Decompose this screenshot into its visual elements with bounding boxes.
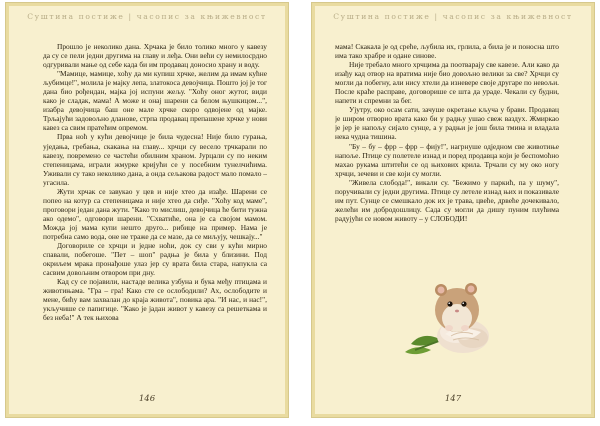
paragraph: "Живела слобода!", викали су. "Бежимо у паркић, па у шуму", поручивали су једни другима. Птице су летеле изнад њих и показивале им пут. Сунце се смешкало док их је трава, цвеће, дрвеће дочекивало, желећи им добродошлицу. Сада су могли да дишу пуним плућима радујући се новом животу – у СЛОБОДИ! xyxy=(335,177,559,223)
hamster-eye xyxy=(447,301,452,306)
hamster-nose xyxy=(455,310,459,313)
hamster-paw xyxy=(461,325,469,331)
paragraph: мама! Скакала је од среће, љубила их, грлила, а била је и поносна што има тако храбре и одане синове. xyxy=(335,42,559,61)
page-number: 146 xyxy=(138,394,156,404)
paragraph: Жути хрчак се завукао у цев и није хтео да изађе. Шарени се попео на котур са степеницама и није хтео да сиђе. "Хоћу код маме", проговори један дана жути. "Како то мислиш, девојчица ће бити тужна ако одемо", одговори шарени. "Схватиће, она је са својом мамом. Можда јој мама купи нешто друго... рибице на пример. Нама је потребна само вода, оне не траже да се мазе, да се миљују, чешкају..." xyxy=(43,186,267,241)
paragraph: "Мамице, мамице, хоћу да ми купиш хрчке, желим да имам кућне љубимце!", молила је мајку лепа, златокоса девојчица. Пошто јој је тог дана био рођендан, мајка јој испуни жељу. "Хоћу оног жутог, види како је сладак, мама! А може и онај шарени са белом њушкицом...", изабра девојчица баш оне мале хрчке скоро одвојене од мајке. Трљајући задовољно дланове, стрпа продавац препашене хрчке у нови кавез са свим пратећим опремом. xyxy=(43,69,267,133)
running-head: Суштина постиже | часопис за књижевност xyxy=(333,12,573,21)
paragraph: Ујутру, око осам сати, зачуше окретање кључа у брави. Продавац је широм отворио врата како би у радњу ушао свеж ваздух. Жмиркао је јер је напољу сијало сунце, а у радњи је још била тмина и владала нека чудна тишина. xyxy=(335,105,559,142)
body-text xyxy=(43,42,267,384)
running-head: Суштина постиже | часопис за књижевност xyxy=(27,12,267,21)
paragraph: Прва ноћ у кући девојчице је била чудесна! Није било гурања, уједања, гребања, скакања на главу... хрчци су весело трчкарали по кавезу, повремено се частећи обилним храном. Јурцали су по неким степеницама, играли жмурке кријући се у посебним тунелчићима. Уживали су тако неколико дана, а онда сељакова радост мало помало – угасила. xyxy=(43,132,267,187)
paragraph: Договориле се хрчци и једне ноћи, док су сви у кући мирно спавали, побегоше. "Пет – шоп" радња је била у близини. Под окриљем мрака пронађоше улаз јер су врата била стара, напукла са сасвим довољним отвором при дну. xyxy=(43,241,267,278)
page-number: 147 xyxy=(444,394,462,404)
hamster-eye xyxy=(461,301,466,306)
left-page xyxy=(6,3,288,417)
paragraph: Кад су се појавили, настаде велика узбуна и бука међу птицама и животињама. "Гра – гра! Како сте се ослободили? Ах, ослободите и мене, бићу вам захвалан до краја живота", повика ара. "И нас, и нас!", укључише се папигице. "Како је јадан живот у кавезу са решеткама и без неба!" А тек њихова xyxy=(43,277,267,323)
hamster-paw xyxy=(445,325,453,331)
paragraph: "Бу – бу – фрр – фрр – фију!", нагрнуше одједном све животиње напоље. Птице су полетеле изнад и поред продавца који је беспомоћно махао рукама штитећи се од њихових крила. Трчали су му око ногу хрчци, зечеви и све који су могли. xyxy=(335,141,559,178)
paragraph: Прошло је неколико дана. Хрчака је било толико много у кавезу да су се пели једни другима на главу и леђа. Они већи су немилосрдно одгуривали мање од себе када би им продавац доносио храну и воду. xyxy=(43,42,267,70)
paragraph: Није требало много хрчцима да поотварају све кавезе. Али како да изађу кад отвор на вратима није био довољно велики за све? Хрчци су могли да побегну, али нису хтели да изневере своје другаре по невољи. После краће расправе, договорише се шта да ураде. Чекали су будни, напети и спремни за бег. xyxy=(335,60,559,106)
rose-leaf xyxy=(411,336,441,346)
right-page xyxy=(312,3,594,417)
hamster-rose-illustration xyxy=(401,274,497,358)
